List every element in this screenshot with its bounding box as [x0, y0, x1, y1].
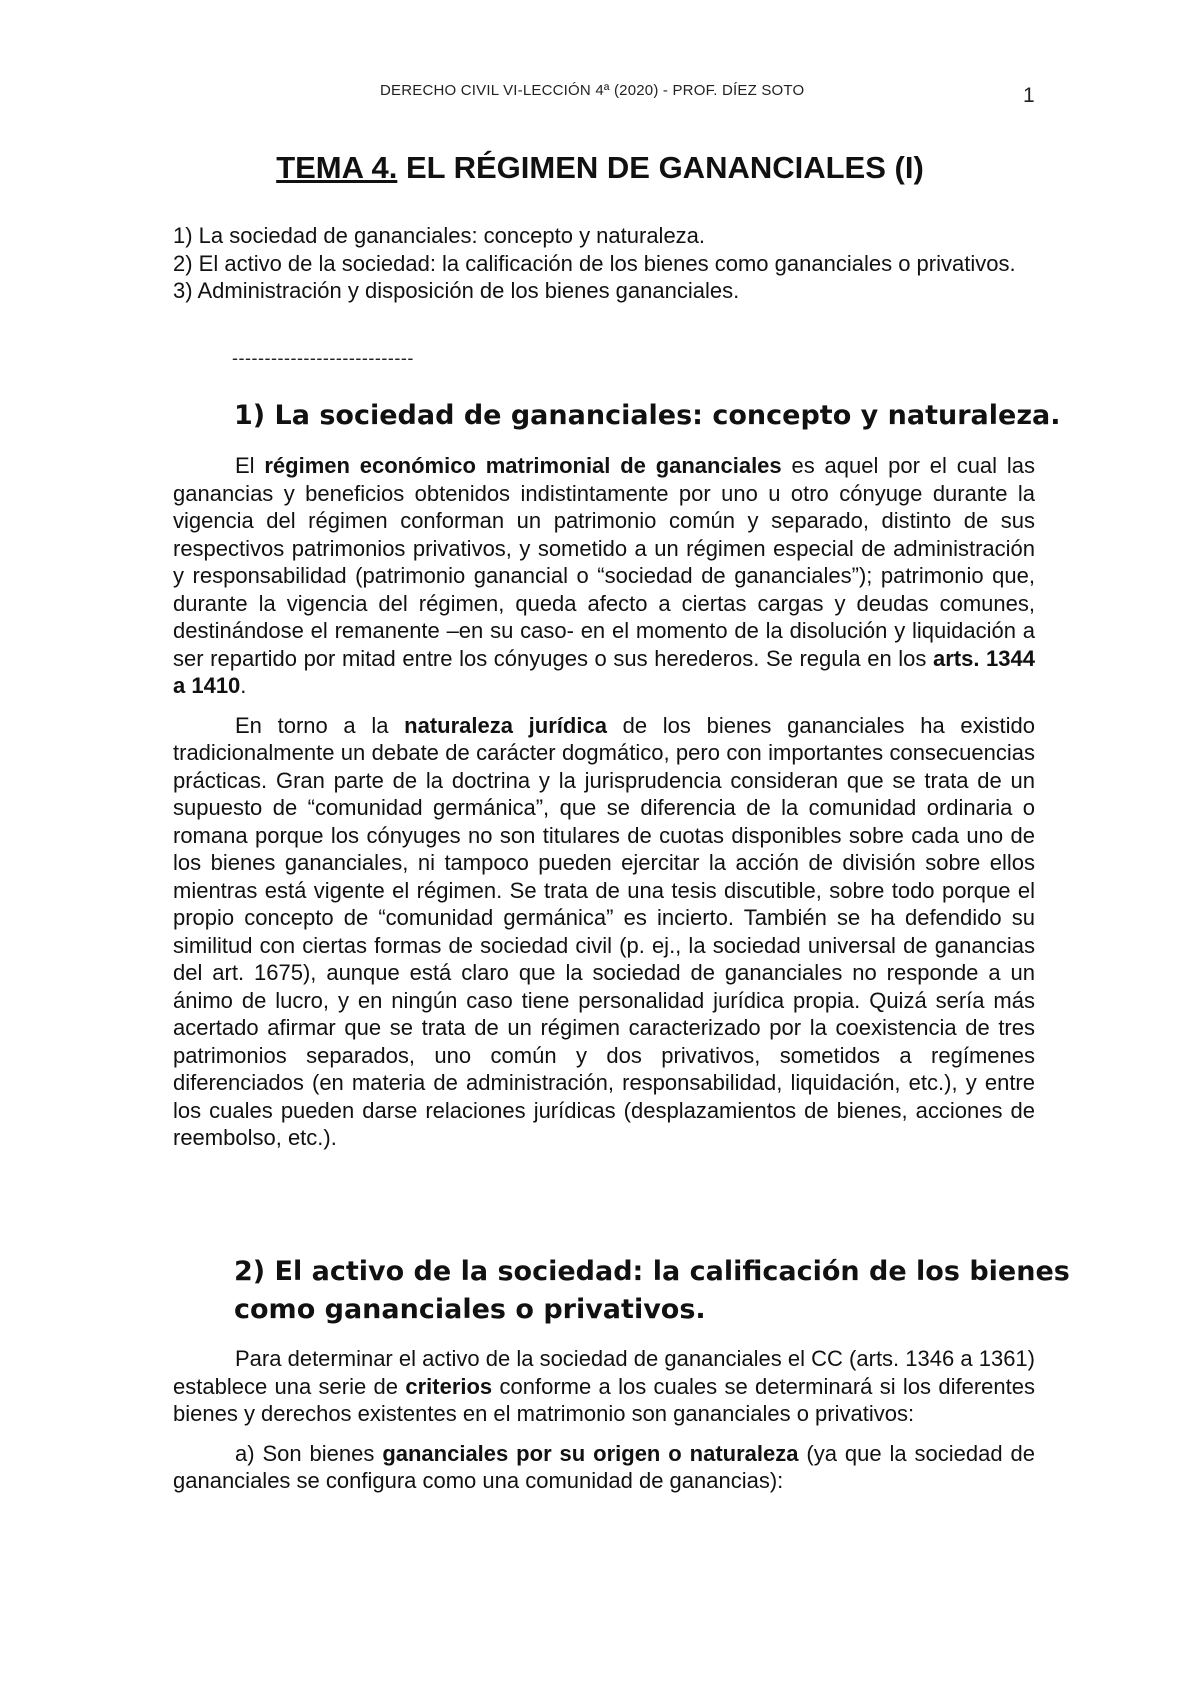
page-number: 1 [1023, 84, 1035, 107]
toc-item: 3) Administración y disposición de los bienes gananciales. [173, 278, 740, 303]
paragraph [173, 452, 1035, 700]
title-text: EL RÉGIMEN DE GANANCIALES (I) [397, 150, 924, 185]
text-run: conforme a los cuales se determinará si los diferentes bienes y derechos existentes en el matrimonio son gananciales o privativos: [173, 1373, 1035, 1426]
section-2-body [173, 1345, 1035, 1495]
text-run: es aquel por el cual las ganancias y beneficios obtenidos indistintamente por uno u otro cónyuge durante la vigencia del régimen conforman un patrimonio común y separado, distinto de sus respectivos patrimonios privativos, y sometido a un régimen especial de administración y responsabilidad (patrimonio ganancial o “sociedad de gananciales”); patrimonio que, durante la vigencia del régimen, queda afecto a ciertas cargas y deudas comunes, destinándose el remanente –en su caso- en el momento de la disolución y liquidación a ser repartido por mitad entre los cónyuges o sus herederos. Se regula en los [173, 453, 1035, 671]
text-run: En torno a la [235, 712, 405, 738]
text-run: . [240, 673, 247, 698]
text-run: (ya que la sociedad de gananciales se configura como una comunidad de ganancias): [173, 1440, 1036, 1493]
separator-line: ---------------------------- [232, 348, 414, 368]
bold-term: gananciales por su origen o naturaleza [382, 1440, 799, 1466]
text-run: a) Son bienes [235, 1440, 383, 1466]
toc-item: 2) El activo de la sociedad: la calificación de los bienes como gananciales o privativos. [173, 250, 1016, 276]
section-2-heading: 2) El activo de la sociedad: la calificación de los bienes como gananciales o privativos. [234, 1256, 1070, 1325]
title-number: TEMA 4. [276, 150, 398, 185]
document-title [0, 150, 1200, 186]
section-1-body [173, 452, 1035, 1152]
text-run: Para determinar el activo de la sociedad de gananciales el CC (arts. 1346 a 1361) establece una serie de [173, 1346, 1035, 1399]
bold-term: naturaleza jurídica [404, 712, 607, 738]
table-of-contents [173, 222, 1035, 305]
paragraph [173, 1345, 1035, 1428]
bold-term: criterios [405, 1373, 493, 1399]
text-run: El [235, 453, 265, 478]
text-run: de los bienes gananciales ha existido tradicionalmente un debate de carácter dogmático, pero con importantes consecuencias prácticas. Gran parte de la doctrina y la jurisprudencia consideran que se trata de un supuesto de “comunidad germánica”, que se diferencia de la comunidad ordinaria o romana porque los cónyuges no son titulares de cuotas disponibles sobre cada uno de los bienes gananciales, ni tampoco pueden ejercitar la acción de división sobre ellos mientras está vigente el régimen. Se trata de una tesis discutible, sobre todo porque el propio concepto de “comunidad germánica” es incierto. También se ha defendido su similitud con ciertas formas de sociedad civil (p. ej., la sociedad universal de ganancias del art. 1675), aunque está claro que la sociedad de gananciales no responde a un ánimo de lucro, y en ningún caso tiene personalidad jurídica propia. Quizá sería más acertado afirmar que se trata de un régimen caracterizado por la coexistencia de tres patrimonios separados, uno común y dos privativos, sometidos a regímenes diferenciados (en materia de administración, responsabilidad, liquidación, etc.), y entre los cuales pueden darse relaciones jurídicas (desplazamientos de bienes, acciones de reembolso, etc.). [173, 712, 1035, 1150]
paragraph [173, 1440, 1035, 1495]
bold-term: arts. 1344 a 1410 [173, 645, 1036, 698]
section-1-heading: 1) La sociedad de gananciales: concepto y naturaleza. [234, 400, 1061, 431]
paragraph [173, 712, 1035, 1152]
toc-item: 1) La sociedad de gananciales: concepto y naturaleza. [173, 223, 706, 248]
running-header: DERECHO CIVIL VI-LECCIÓN 4ª (2020) - PROF. DÍEZ SOTO [380, 82, 805, 99]
bold-term: régimen económico matrimonial de gananciales [264, 453, 782, 478]
